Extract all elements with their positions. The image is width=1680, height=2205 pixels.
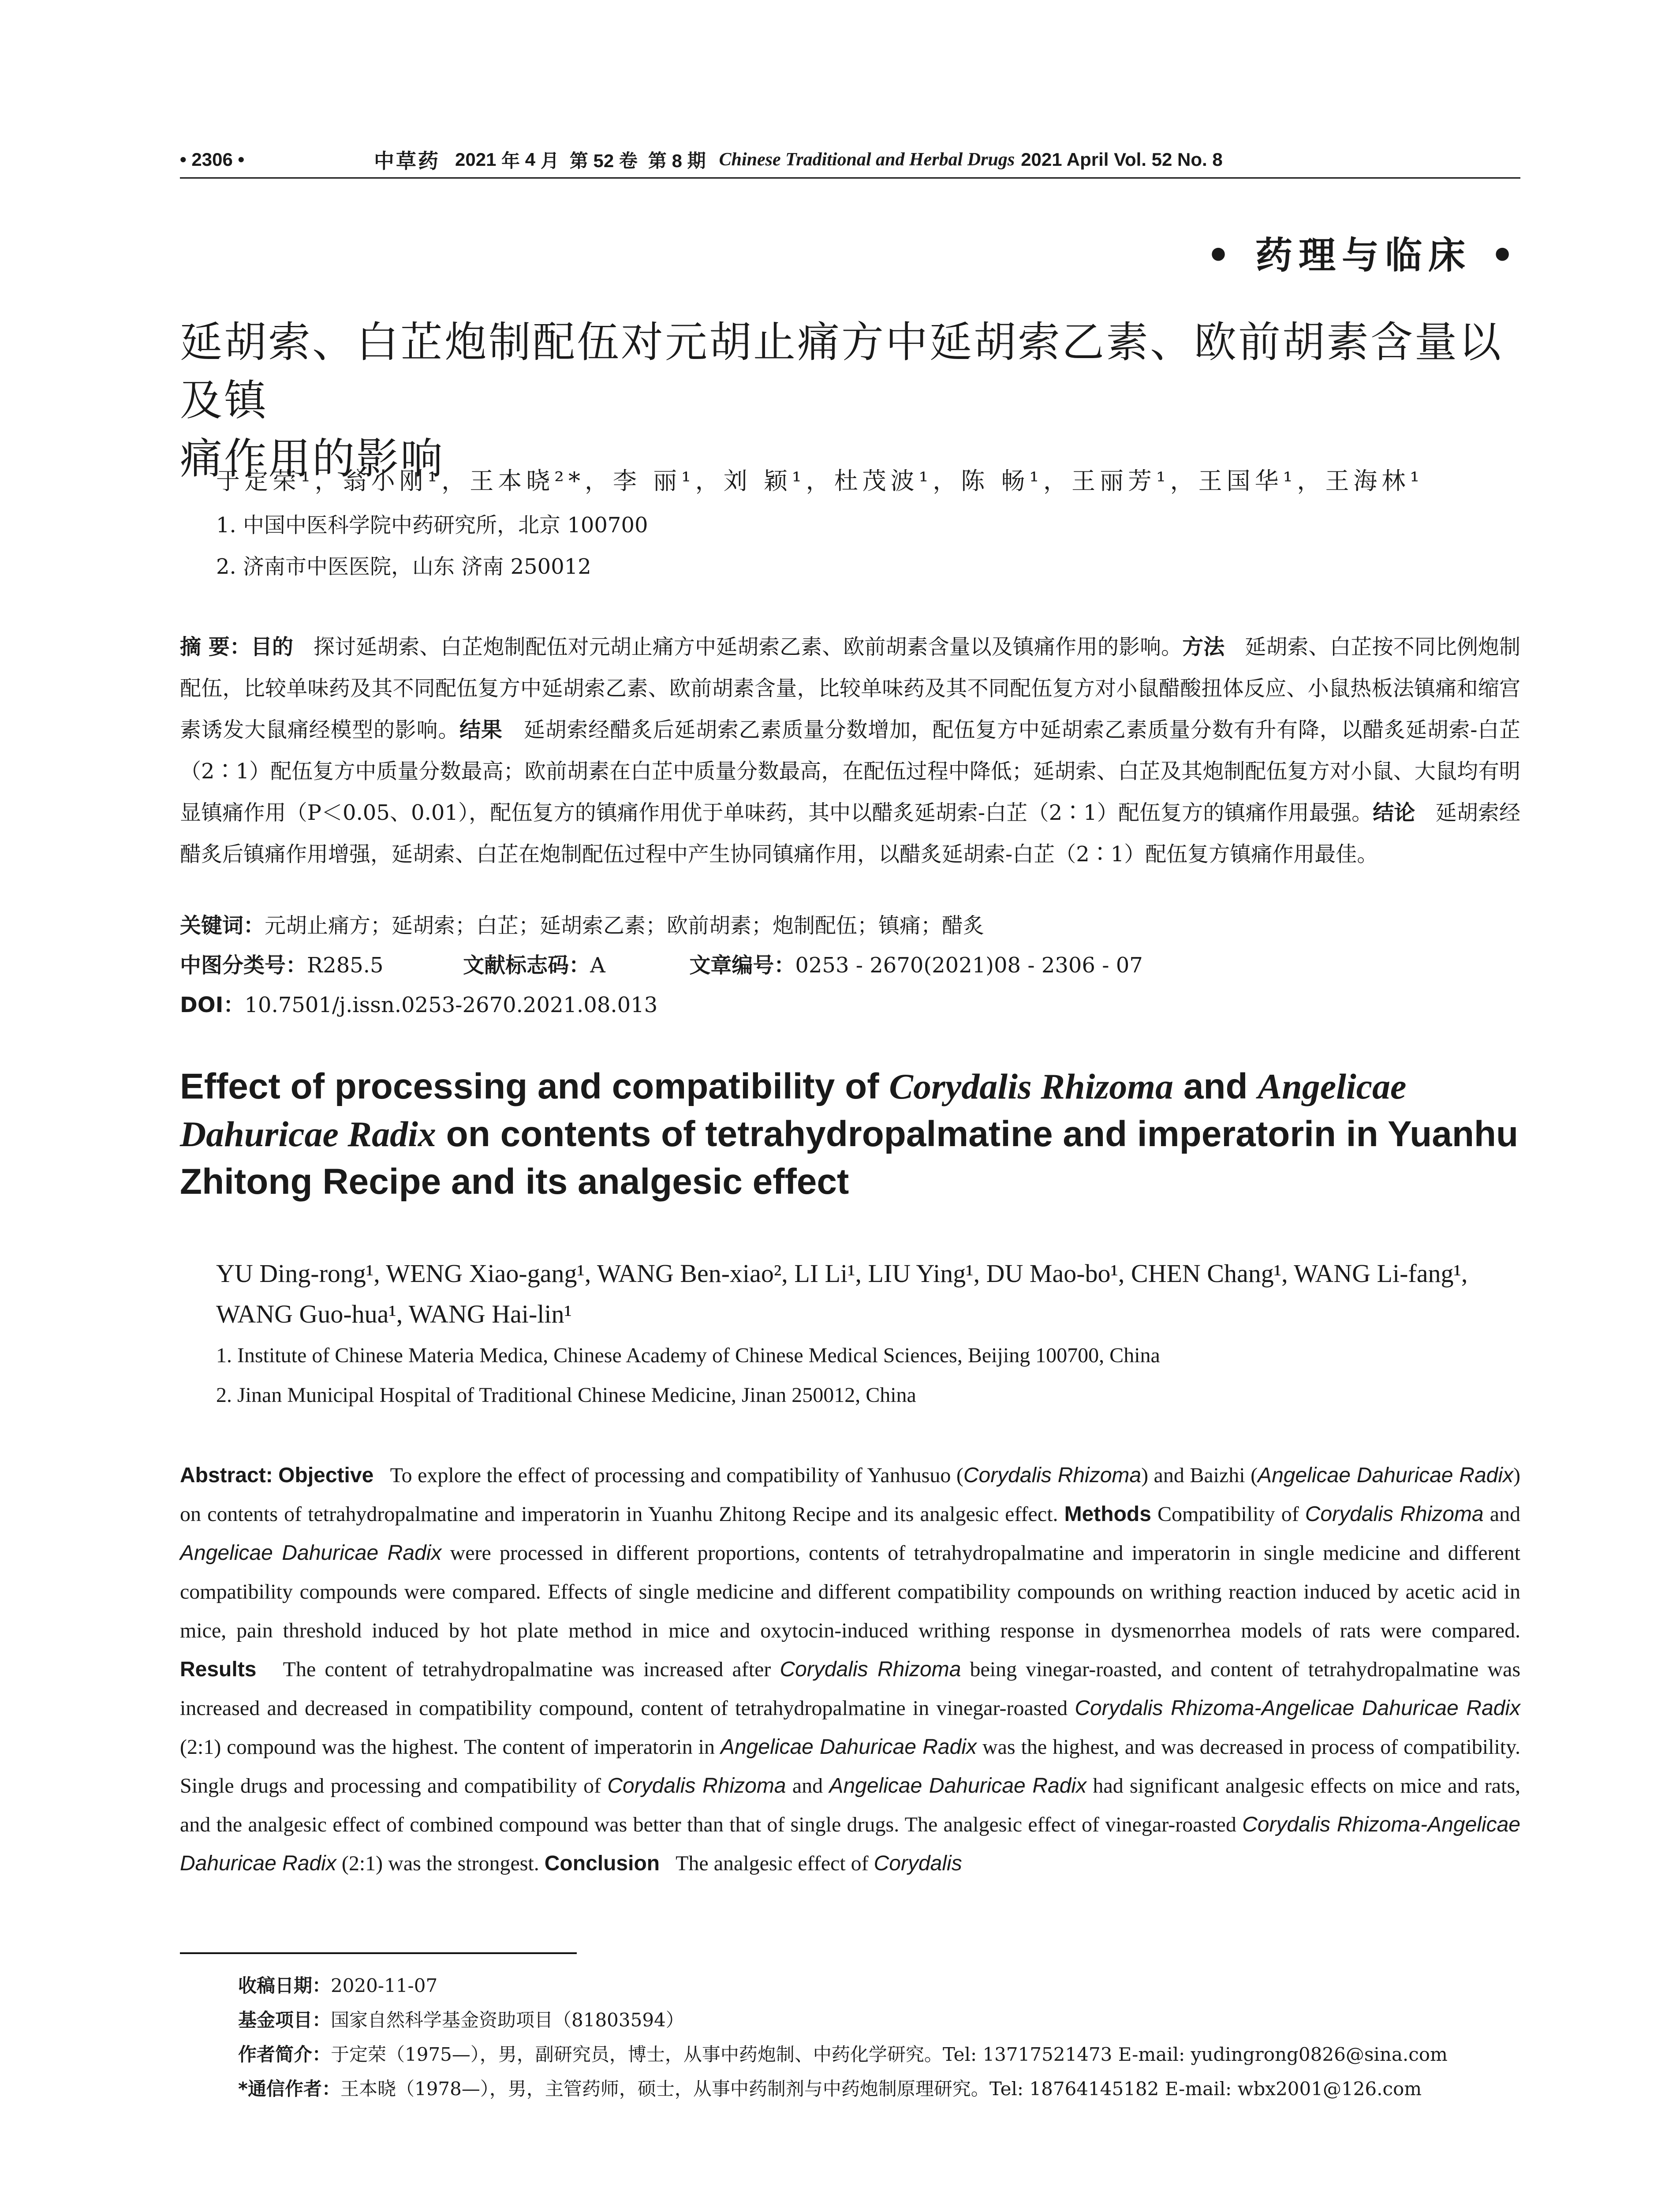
title-en-species-2: Angelicae Dahuricae Radix bbox=[180, 1066, 1407, 1154]
footnote-text: 于定荣（1975—），男，副研究员，博士，从事中药炮制、中药化学研究。Tel: 13717521473 E-mail: yudingrong0826@sina.com bbox=[331, 2044, 1448, 2065]
page-number: • 2306 • bbox=[180, 149, 245, 170]
keywords-cn-text: 元胡止痛方；延胡索；白芷；延胡索乙素；欧前胡素；炮制配伍；镇痛；醋炙 bbox=[265, 913, 985, 938]
objective-cn-text: 探讨延胡索、白芷炮制配伍对元胡止痛方中延胡索乙素、欧前胡素含量以及镇痛作用的影响。 bbox=[313, 635, 1183, 659]
section-label: • 药理与临床 • bbox=[1206, 233, 1520, 277]
abstract-cn bbox=[180, 626, 1520, 875]
species-term: Corydalis Rhizoma bbox=[963, 1464, 1142, 1487]
footnote-text: 王本晓（1978—），男，主管药师，硕士，从事中药制剂与中药炮制原理研究。Tel: 18764145182 E-mail: wbx2001@126.com bbox=[340, 2078, 1422, 2100]
footnote-received bbox=[238, 1971, 437, 1998]
title-en bbox=[180, 1063, 1520, 1206]
results-en-label: Results bbox=[180, 1658, 257, 1681]
species-term: Corydalis Rhizoma bbox=[607, 1774, 786, 1798]
abstract-en-text: (2:1) compound was the highest. The content of imperatorin in bbox=[180, 1735, 721, 1759]
conclusion-cn-label: 结论 bbox=[1373, 800, 1415, 825]
abstract-en-text: (2:1) was the strongest. bbox=[336, 1852, 539, 1875]
title-en-species-1: Corydalis Rhizoma bbox=[889, 1066, 1174, 1106]
journal-name-en: Chinese Traditional and Herbal Drugs bbox=[719, 149, 1015, 170]
header-rule bbox=[180, 177, 1520, 179]
species-term: Corydalis Rhizoma-Angelicae Dahuricae Radix bbox=[180, 1813, 1520, 1875]
abstract-en-text: The analgesic effect of bbox=[676, 1852, 874, 1875]
abstract-en-text: being vinegar-roasted, and content of tetrahydropalmatine was increased and decreased in compatibility compound, content of tetrahydropalmatine in vinegar-roasted bbox=[180, 1658, 1520, 1720]
abstract-en-text: Compatibility of bbox=[1157, 1502, 1305, 1526]
issue-volume-cn: 第 52 卷 bbox=[569, 150, 638, 171]
affiliation-cn-2: 2. 济南市中医医院，山东 济南 250012 bbox=[216, 554, 591, 579]
title-cn bbox=[180, 313, 1520, 488]
conclusion-en-label: Conclusion bbox=[544, 1852, 660, 1875]
footnote-correspondence bbox=[238, 2074, 1422, 2101]
issue-month: 4 bbox=[525, 149, 536, 170]
issue-month-unit: 月 bbox=[540, 150, 559, 171]
issue-year: 2021 bbox=[455, 149, 497, 170]
title-cn-line-2: 痛作用的影响 bbox=[180, 434, 444, 483]
abstract-en-text: and bbox=[786, 1774, 829, 1798]
doi-value[interactable]: 10.7501/j.issn.0253-2670.2021.08.013 bbox=[244, 993, 658, 1017]
running-header bbox=[180, 142, 1520, 177]
objective-cn-label: 目的 bbox=[250, 635, 294, 659]
affiliation-en-2: 2. Jinan Municipal Hospital of Traditional Chinese Medicine, Jinan 250012, China bbox=[216, 1383, 916, 1407]
journal-name-cn: 中草药 bbox=[374, 149, 440, 173]
species-term: Angelicae Dahuricae Radix bbox=[829, 1774, 1087, 1798]
footnote-text: 国家自然科学基金资助项目（81803594） bbox=[331, 2009, 684, 2031]
article-no-label: 文章编号： bbox=[689, 953, 795, 978]
keywords-cn-label: 关键词： bbox=[180, 913, 265, 938]
authors-cn: 于定荣¹，翁小刚¹，王本晓²*，李 丽¹，刘 颖¹，杜茂波¹，陈 畅¹，王丽芳¹，王国华¹，王海林¹ bbox=[216, 467, 1424, 495]
footnote-author bbox=[238, 2040, 1448, 2067]
species-term: Corydalis bbox=[874, 1852, 962, 1875]
abstract-en bbox=[180, 1456, 1520, 1883]
affiliation-cn-1: 1. 中国中医科学院中药研究所，北京 100700 bbox=[216, 513, 648, 538]
footnote-label: 基金项目： bbox=[238, 2009, 331, 2031]
clc-label: 中图分类号： bbox=[180, 953, 307, 978]
abstract-cn-label: 摘 要： bbox=[180, 635, 251, 659]
species-term: Angelicae Dahuricae Radix bbox=[1258, 1464, 1514, 1487]
abstract-en-text: The content of tetrahydropalmatine was increased after bbox=[283, 1658, 780, 1681]
methods-en-label: Methods bbox=[1064, 1502, 1151, 1526]
clc-value: R285.5 bbox=[307, 953, 384, 978]
footnote-label: 收稿日期： bbox=[238, 1975, 331, 1996]
abstract-en-text: ) and Baizhi ( bbox=[1141, 1464, 1258, 1487]
species-term: Corydalis Rhizoma bbox=[1305, 1502, 1484, 1526]
abstract-en-text: To explore the effect of processing and compatibility of Yanhusuo ( bbox=[390, 1464, 963, 1487]
abstract-en-text: and bbox=[1483, 1502, 1520, 1526]
objective-en-label: Objective bbox=[278, 1464, 374, 1487]
abstract-en-text: had significant analgesic effects on mice and rats, and the analgesic effect of combined compound was better than that of single drugs. The analgesic effect of vinegar-roasted bbox=[180, 1774, 1521, 1836]
species-term: Corydalis Rhizoma-Angelicae Dahuricae Radix bbox=[1075, 1697, 1521, 1720]
species-term: Angelicae Dahuricae Radix bbox=[721, 1735, 977, 1759]
title-cn-line-1: 延胡索、白芷炮制配伍对元胡止痛方中延胡索乙素、欧前胡素含量以及镇 bbox=[180, 318, 1503, 425]
methods-cn-label: 方法 bbox=[1182, 635, 1225, 659]
results-cn-label: 结果 bbox=[459, 718, 503, 742]
conclusion-cn-text: 延胡索经醋炙后镇痛作用增强，延胡索、白芷在炮制配伍过程中产生协同镇痛作用，以醋炙延胡索-白芷（2∶1）配伍复方镇痛作用最佳。 bbox=[180, 800, 1520, 867]
footnote-fund bbox=[238, 2006, 684, 2032]
doi-line bbox=[180, 988, 657, 1018]
issue-number-cn: 第 8 期 bbox=[648, 150, 706, 171]
title-en-part: Effect of processing and compatibility of bbox=[180, 1066, 889, 1106]
title-en-part: and bbox=[1173, 1066, 1258, 1106]
species-term: Angelicae Dahuricae Radix bbox=[180, 1541, 442, 1565]
footnote-rule bbox=[180, 1952, 577, 1954]
doccode-label: 文献标志码： bbox=[463, 953, 590, 978]
authors-en: YU Ding-rong¹, WENG Xiao-gang¹, WANG Ben-xiao², LI Li¹, LIU Ying¹, DU Mao-bo¹, CHEN Chang¹, WANG Li-fang¹, WANG Guo-hua¹, WANG Hai-lin¹ bbox=[216, 1259, 1468, 1328]
title-en-part: on contents of tetrahydropalmatine and imperatorin in Yuanhu Zhitong Recipe and its analgesic effect bbox=[180, 1114, 1519, 1202]
issue-year-unit: 年 bbox=[501, 150, 520, 171]
results-cn-text: 延胡索经醋炙后延胡索乙素质量分数增加，配伍复方中延胡索乙素质量分数有升有降，以醋炙延胡索-白芷（2∶1）配伍复方中质量分数最高；欧前胡素在白芷中质量分数最高，在配伍过程中降低；延胡索、白芷及其炮制配伍复方对小鼠、大鼠均有明显镇痛作用（P＜0.05、0.01），配伍复方的镇痛作用优于单味药，其中以醋炙延胡索-白芷（2∶1）配伍复方的镇痛作用最强。 bbox=[180, 718, 1520, 825]
footnote-text: 2020-11-07 bbox=[331, 1975, 438, 1996]
methods-cn-text: 延胡索、白芷按不同比例炮制配伍，比较单味药及其不同配伍复方中延胡索乙素、欧前胡素含量，比较单味药及其不同配伍复方对小鼠醋酸扭体反应、小鼠热板法镇痛和缩宫素诱发大鼠痛经模型的影响。 bbox=[180, 635, 1520, 742]
affiliation-en-1: 1. Institute of Chinese Materia Medica, Chinese Academy of Chinese Medical Sciences, Beijing 100700, China bbox=[216, 1344, 1160, 1367]
doi-label: DOI： bbox=[180, 993, 245, 1017]
footnote-label: *通信作者： bbox=[238, 2078, 340, 2100]
article-no-value: 0253 - 2670(2021)08 - 2306 - 07 bbox=[795, 953, 1143, 978]
keywords-cn bbox=[180, 908, 984, 939]
abstract-en-text: were processed in different proportions, contents of tetrahydropalmatine and imperatorin in single medicine and different compatibility compounds were compared. Effects of single medicine and different compatibility compounds on writhing reaction induced by acetic acid in mice, pain threshold induced by hot plate method in mice and oxytocin-induced writhing response in dysmenorrhea models of rats were compared. bbox=[180, 1541, 1520, 1642]
issue-en: 2021 April Vol. 52 No. 8 bbox=[1021, 149, 1223, 170]
species-term: Corydalis Rhizoma bbox=[780, 1658, 961, 1681]
doccode-value: A bbox=[590, 953, 605, 978]
abstract-en-label: Abstract: bbox=[180, 1464, 273, 1487]
classification-line bbox=[180, 948, 1143, 979]
abstract-en-text: ) on contents of tetrahydropalmatine and imperatorin in Yuanhu Zhitong Recipe and its analgesic effect. bbox=[180, 1464, 1520, 1526]
abstract-en-text: was the highest, and was decreased in process of compatibility. Single drugs and processing and compatibility of bbox=[180, 1735, 1521, 1798]
footnote-label: 作者简介： bbox=[238, 2044, 331, 2065]
